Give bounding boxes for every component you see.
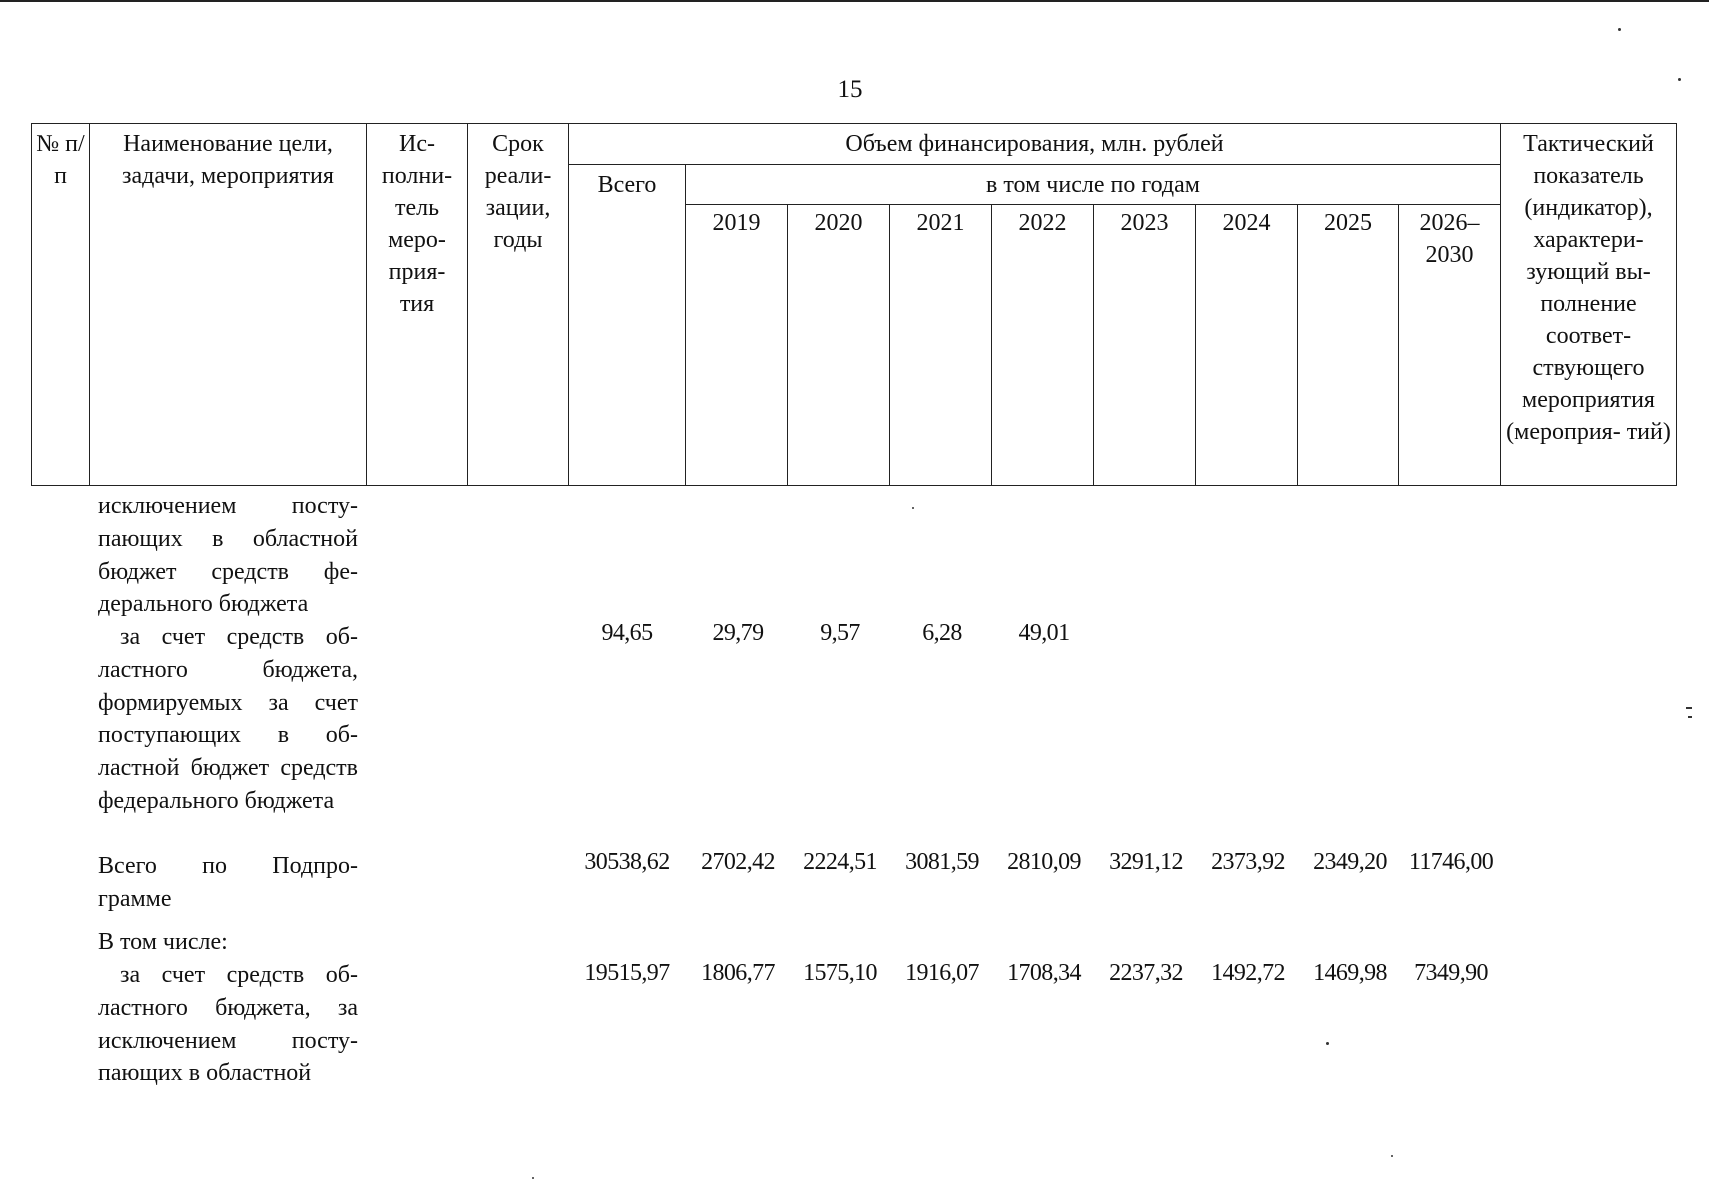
row-name: В том числе: — [98, 929, 228, 955]
row-name: за счет средств об- ластного бюджета, формируемых за счет поступающих в об- ластной бюджет средств федерального бюджета — [98, 624, 358, 814]
value-2026-2030: 7349,90 — [1414, 960, 1488, 986]
value-2025: 1469,98 — [1313, 960, 1387, 986]
value-2024: 2373,92 — [1211, 849, 1285, 875]
scan-speck — [1618, 28, 1621, 31]
value-total: 94,65 — [601, 620, 653, 646]
value-total: 30538,62 — [584, 849, 670, 875]
row-description — [98, 959, 358, 1090]
header-year: 2025 — [1298, 205, 1399, 486]
value-total: 19515,97 — [584, 960, 670, 986]
header-total: Всего — [569, 165, 686, 486]
row-name: исключением посту- пающих в областной бюджет средств фе- дерального бюджета — [98, 493, 358, 618]
value-2021: 6,28 — [922, 620, 962, 646]
value-2021: 1916,07 — [905, 960, 979, 986]
scan-speck — [912, 507, 914, 509]
value-2023: 2237,32 — [1109, 960, 1183, 986]
header-name: Наименование цели, задачи, мероприятия — [90, 124, 367, 486]
header-year: 2021 — [890, 205, 992, 486]
scan-speck — [1678, 78, 1681, 81]
header-executor: Ис- полни- тель меро- прия- тия — [367, 124, 468, 486]
header-term: Срок реали- зации, годы — [468, 124, 569, 486]
row-description — [98, 490, 358, 621]
value-2024: 1492,72 — [1211, 960, 1285, 986]
row-description — [98, 621, 358, 818]
scan-speck — [1688, 716, 1692, 718]
value-2020: 1575,10 — [803, 960, 877, 986]
header-year: 2026– 2030 — [1399, 205, 1501, 486]
value-2022: 1708,34 — [1007, 960, 1081, 986]
row-name: Всего по Подпро- грамме — [98, 853, 358, 912]
header-year: 2022 — [992, 205, 1094, 486]
value-2026-2030: 11746,00 — [1408, 849, 1494, 875]
value-2022: 49,01 — [1018, 620, 1070, 646]
header-year: 2023 — [1094, 205, 1196, 486]
scan-speck — [1326, 1042, 1329, 1045]
value-2022: 2810,09 — [1007, 849, 1081, 875]
value-2019: 1806,77 — [701, 960, 775, 986]
row-description — [98, 850, 358, 916]
row-name: за счет средств об- ластного бюджета, за исключением посту- пающих в областной — [98, 962, 358, 1087]
value-2023: 3291,12 — [1109, 849, 1183, 875]
page-number: 15 — [837, 76, 863, 103]
header-financing: Объем финансирования, млн. рублей — [569, 124, 1501, 165]
value-2021: 3081,59 — [905, 849, 979, 875]
scan-speck — [532, 1177, 534, 1179]
header-year: 2024 — [1196, 205, 1298, 486]
value-2020: 2224,51 — [803, 849, 877, 875]
value-2019: 2702,42 — [701, 849, 775, 875]
row-description — [98, 926, 358, 959]
header-by-years: в том числе по годам — [686, 165, 1501, 205]
scan-speck — [1391, 1155, 1393, 1157]
header-year: 2020 — [788, 205, 890, 486]
value-2025: 2349,20 — [1313, 849, 1387, 875]
header-year: 2019 — [686, 205, 788, 486]
scan-speck — [1686, 707, 1692, 709]
value-2020: 9,57 — [820, 620, 860, 646]
header-number: № п/п — [32, 124, 90, 486]
value-2019: 29,79 — [712, 620, 764, 646]
header-indicator: Тактический показатель (индикатор), характери- зующий вы- полнение соответ- ствующего мероприятия (мероприя- тий) — [1501, 124, 1677, 486]
